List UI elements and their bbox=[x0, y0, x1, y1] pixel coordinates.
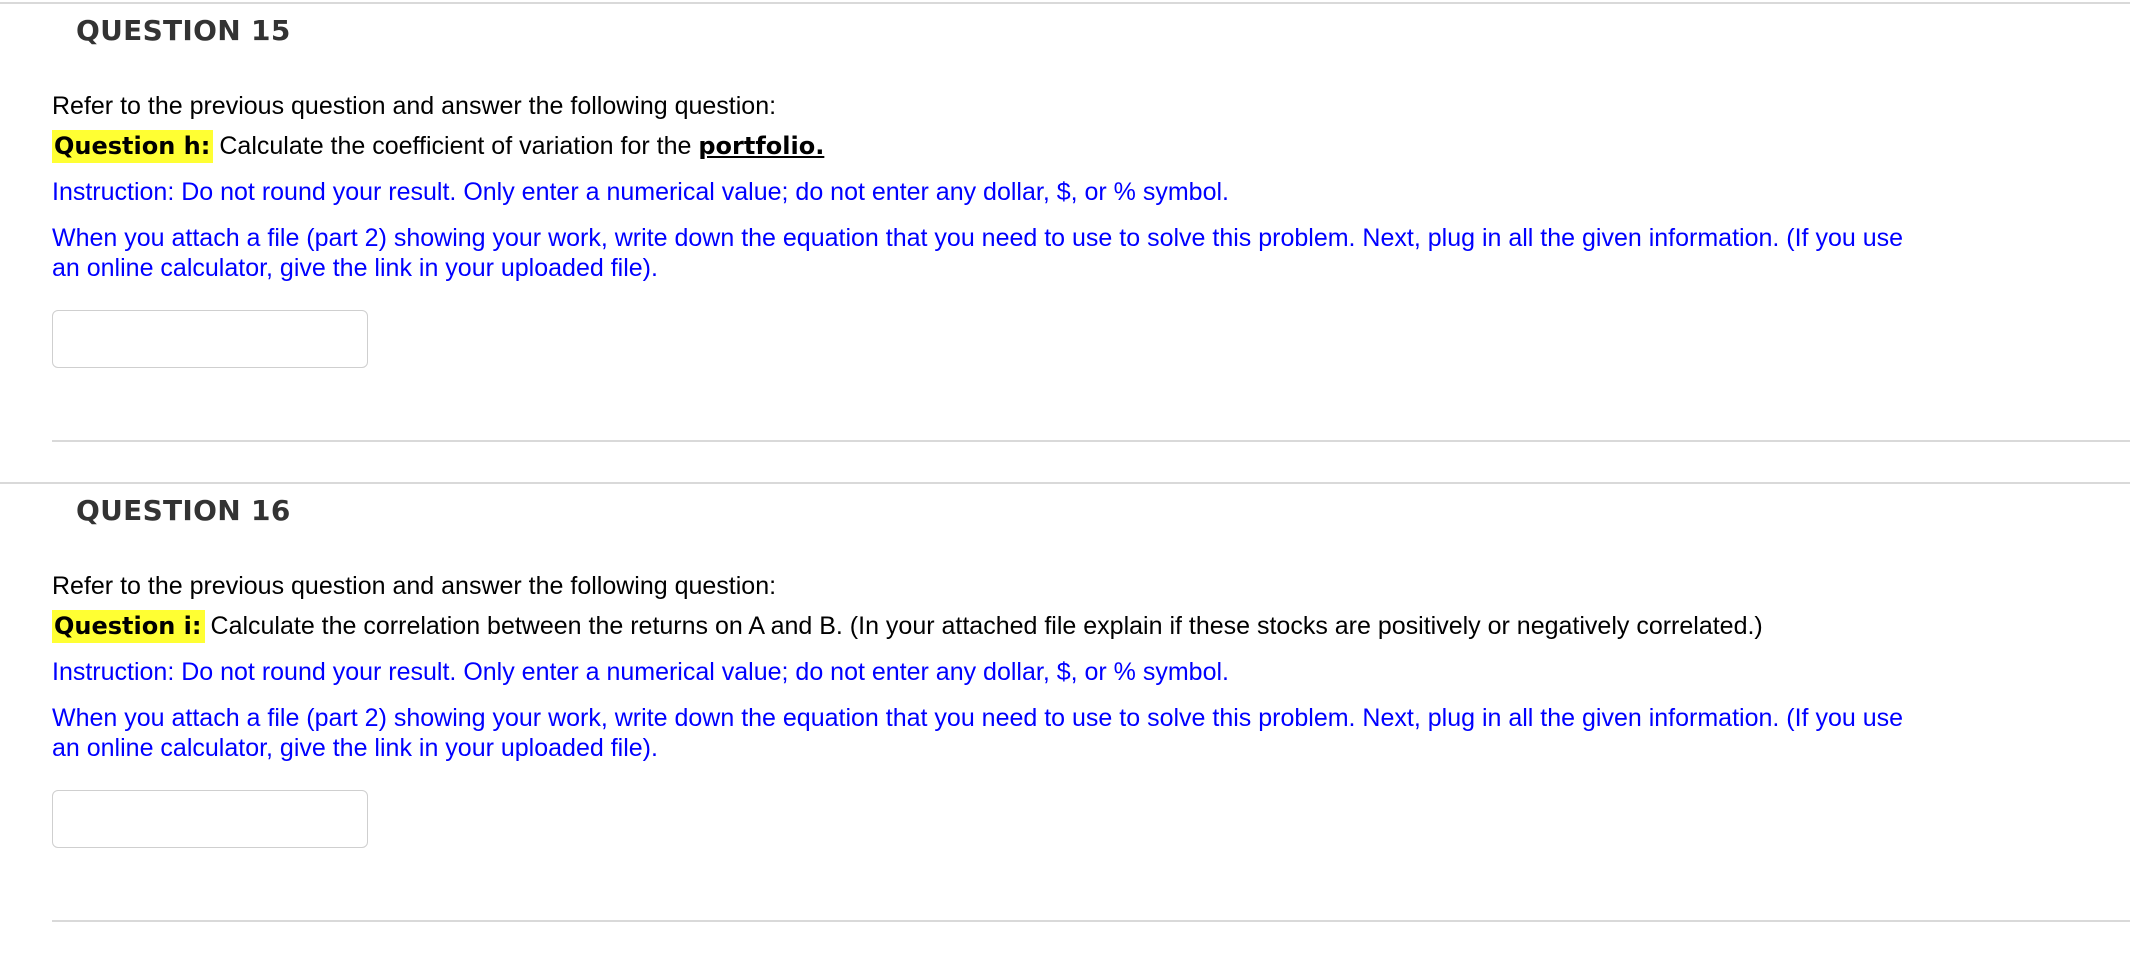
answer-input[interactable] bbox=[52, 790, 368, 848]
question-separator bbox=[0, 2, 2130, 4]
question-16-block bbox=[0, 480, 2130, 960]
instruction-text: Instruction: Do not round your result. Only enter a numerical value; do not enter any dollar, $, or % symbol. bbox=[52, 658, 1229, 686]
question-separator bbox=[0, 482, 2130, 484]
attach-instruction-line-2: an online calculator, give the link in your uploaded file). bbox=[52, 254, 658, 282]
question-header: QUESTION 15 bbox=[76, 14, 291, 47]
question-end-divider bbox=[52, 440, 2130, 442]
attach-instruction-line-1: When you attach a file (part 2) showing your work, write down the equation that you need to use to solve this problem. Next, plug in all the given information. (If you use bbox=[52, 704, 1904, 732]
question-prompt bbox=[52, 611, 1763, 641]
question-label: Question i: bbox=[52, 610, 205, 643]
question-label: Question h: bbox=[52, 130, 213, 163]
question-prompt-text: Calculate the coefficient of variation for the bbox=[219, 132, 699, 160]
attach-instruction-line-2: an online calculator, give the link in your uploaded file). bbox=[52, 734, 658, 762]
answer-input[interactable] bbox=[52, 310, 368, 368]
refer-text: Refer to the previous question and answer the following question: bbox=[52, 92, 777, 120]
question-prompt-emphasis: portfolio. bbox=[698, 132, 825, 160]
attach-instruction-line-1: When you attach a file (part 2) showing your work, write down the equation that you need to use to solve this problem. Next, plug in all the given information. (If you use bbox=[52, 224, 1904, 252]
question-end-divider bbox=[52, 920, 2130, 922]
question-prompt-text: Calculate the correlation between the returns on A and B. (In your attached file explain if these stocks are positively or negatively correlated.) bbox=[210, 612, 1763, 640]
instruction-text: Instruction: Do not round your result. Only enter a numerical value; do not enter any dollar, $, or % symbol. bbox=[52, 178, 1229, 206]
question-prompt bbox=[52, 131, 824, 161]
question-header: QUESTION 16 bbox=[76, 494, 291, 527]
refer-text: Refer to the previous question and answer the following question: bbox=[52, 572, 777, 600]
